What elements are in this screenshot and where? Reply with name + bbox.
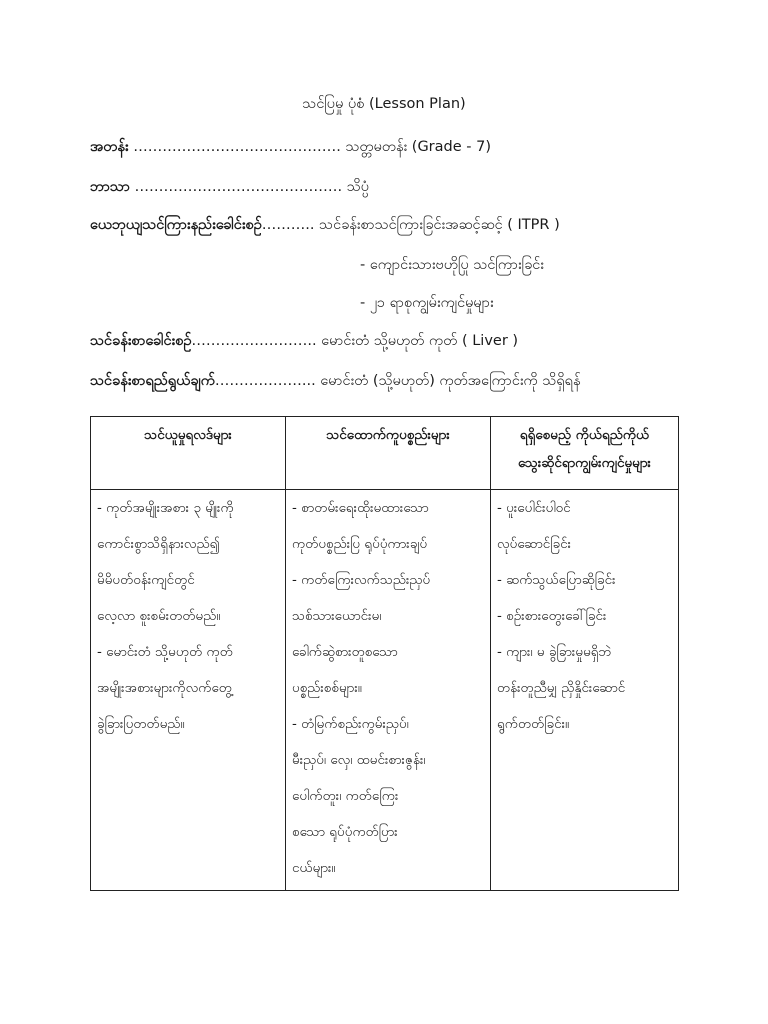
field-subject-value: သိပ္ပံ [346, 179, 370, 195]
field-method-dots: ……….. [261, 217, 320, 233]
field-lesson-topic-dots: …………………….. [191, 333, 322, 349]
table-row [91, 490, 679, 891]
header-line: ရရှိစေမည့် ကိုယ်ရည်ကိုယ် [519, 427, 650, 443]
list-item: ပစ္စည်းစစ်များ။ [292, 680, 362, 696]
list-item: မိမိပတ်ဝန်းကျင်တွင် [97, 572, 195, 588]
header-skills [491, 417, 679, 490]
field-method-value: သင်ခန်းစာသင်ကြားခြင်းအဆင့်ဆင့် ( ITPR ) [319, 217, 560, 233]
list-item: ကောင်းစွာသိရှိနားလည်၍ [97, 536, 220, 552]
list-item: သစ်သားယောင်းမ၊ [292, 608, 382, 624]
field-lesson-objective-dots: ………………... [214, 373, 321, 389]
cell-learning-outcomes [91, 490, 286, 891]
field-lesson-objective-label: သင်ခန်းစာရည်ရွယ်ချက် [90, 373, 215, 389]
method-sub-line-1: - ကျောင်းသားဗဟိုပြု သင်ကြားခြင်း [360, 257, 544, 273]
field-method [90, 216, 560, 237]
header-line: သင်ယူမှုရလဒ်များ [144, 427, 232, 443]
list-item: အမျိုးအစားများကိုလက်တွေ့ [97, 680, 232, 696]
header-line: သင်ထောက်ကူပစ္စည်းများ [326, 427, 450, 443]
list-item: - ဆက်သွယ်ပြောဆိုခြင်း [497, 572, 616, 588]
field-grade-value: သတ္တမတန်း (Grade - 7) [345, 139, 491, 155]
cell-teaching-aids [286, 490, 491, 891]
list-item: ကုတ်ပစ္စည်းပြ ရုပ်ပုံကားချပ် [292, 536, 428, 552]
list-item: - စဉ်းစားတွေးခေါ်ခြင်း [497, 608, 607, 624]
list-item: ခေါက်ဆွဲစားတူစသော [292, 644, 398, 660]
list-item: ပေါက်တူး၊ ကတ်ကြေး [292, 788, 399, 804]
cell-skills [491, 490, 679, 891]
header-teaching-aids [286, 417, 491, 490]
field-method-label: ယေဘုယျသင်ကြားနည်းခေါင်းစဉ် [90, 217, 262, 233]
document-title: သင်ပြမှု ပုံစံ (Lesson Plan) [302, 96, 466, 112]
field-lesson-topic-label: သင်ခန်းစာခေါင်းစဉ် [90, 333, 192, 349]
header-line: သွေးဆိုင်ရာကျွမ်းကျင်မှုများ [518, 455, 651, 471]
header-learning-outcomes [91, 417, 286, 490]
list-item: - ကုတ်အမျိုးအစား ၃ မျိုးကို [97, 500, 234, 516]
list-item: မီးညှပ်၊ လှေ၊ ထမင်းစားဇွန်း၊ [292, 752, 426, 768]
field-lesson-topic-value: မောင်းတံ သို့မဟုတ် ကုတ် ( Liver ) [321, 333, 519, 349]
list-item: - စာတမ်းရေးထိုးမထားသော [292, 500, 429, 516]
list-item: ရွက်တတ်ခြင်း။ [497, 716, 570, 732]
table-header-row [91, 417, 679, 490]
field-subject-label: ဘာသာ [90, 179, 130, 195]
field-grade [90, 138, 491, 159]
field-lesson-topic [90, 332, 518, 353]
list-item: - ကတ်ကြေးလက်သည်းညှပ် [292, 572, 431, 588]
field-lesson-objective [90, 372, 581, 393]
list-item: တန်းတူညီမျှ ညှိနှိုင်းဆောင် [497, 680, 626, 696]
list-item: လုပ်ဆောင်ခြင်း [497, 536, 572, 552]
lesson-plan-table [90, 416, 679, 891]
method-sub-line-2: - ၂၁ ရာစုကျွမ်းကျင်မှုများ [360, 295, 494, 311]
list-item: - မောင်းတံ သို့မဟုတ် ကုတ် [97, 644, 233, 660]
list-item: လေ့လာ စူးစမ်းတတ်မည်။ [97, 608, 221, 624]
field-subject-dots: ……………………………………. [129, 179, 347, 195]
field-grade-dots: ……………………………………. [128, 139, 346, 155]
list-item: - ကျား၊ မ ခွဲခြားမှုမရှိဘဲ [497, 644, 612, 660]
list-item: စသော ရုပ်ပုံကတ်ပြား [292, 824, 398, 840]
list-item: ငယ်များ။ [292, 860, 336, 876]
list-item: ခွဲခြားပြတတ်မည်။ [97, 716, 185, 732]
field-subject [90, 178, 369, 199]
field-grade-label: အတန်း [90, 139, 129, 155]
list-item: - ပူးပေါင်းပါဝင် [497, 500, 571, 516]
list-item: - တံမြက်စည်းကွမ်းညှပ်၊ [292, 716, 409, 732]
field-lesson-objective-value: မောင်းတံ (သို့မဟုတ်) ကုတ်အကြောင်းကို သိရှိရန် [320, 373, 581, 389]
